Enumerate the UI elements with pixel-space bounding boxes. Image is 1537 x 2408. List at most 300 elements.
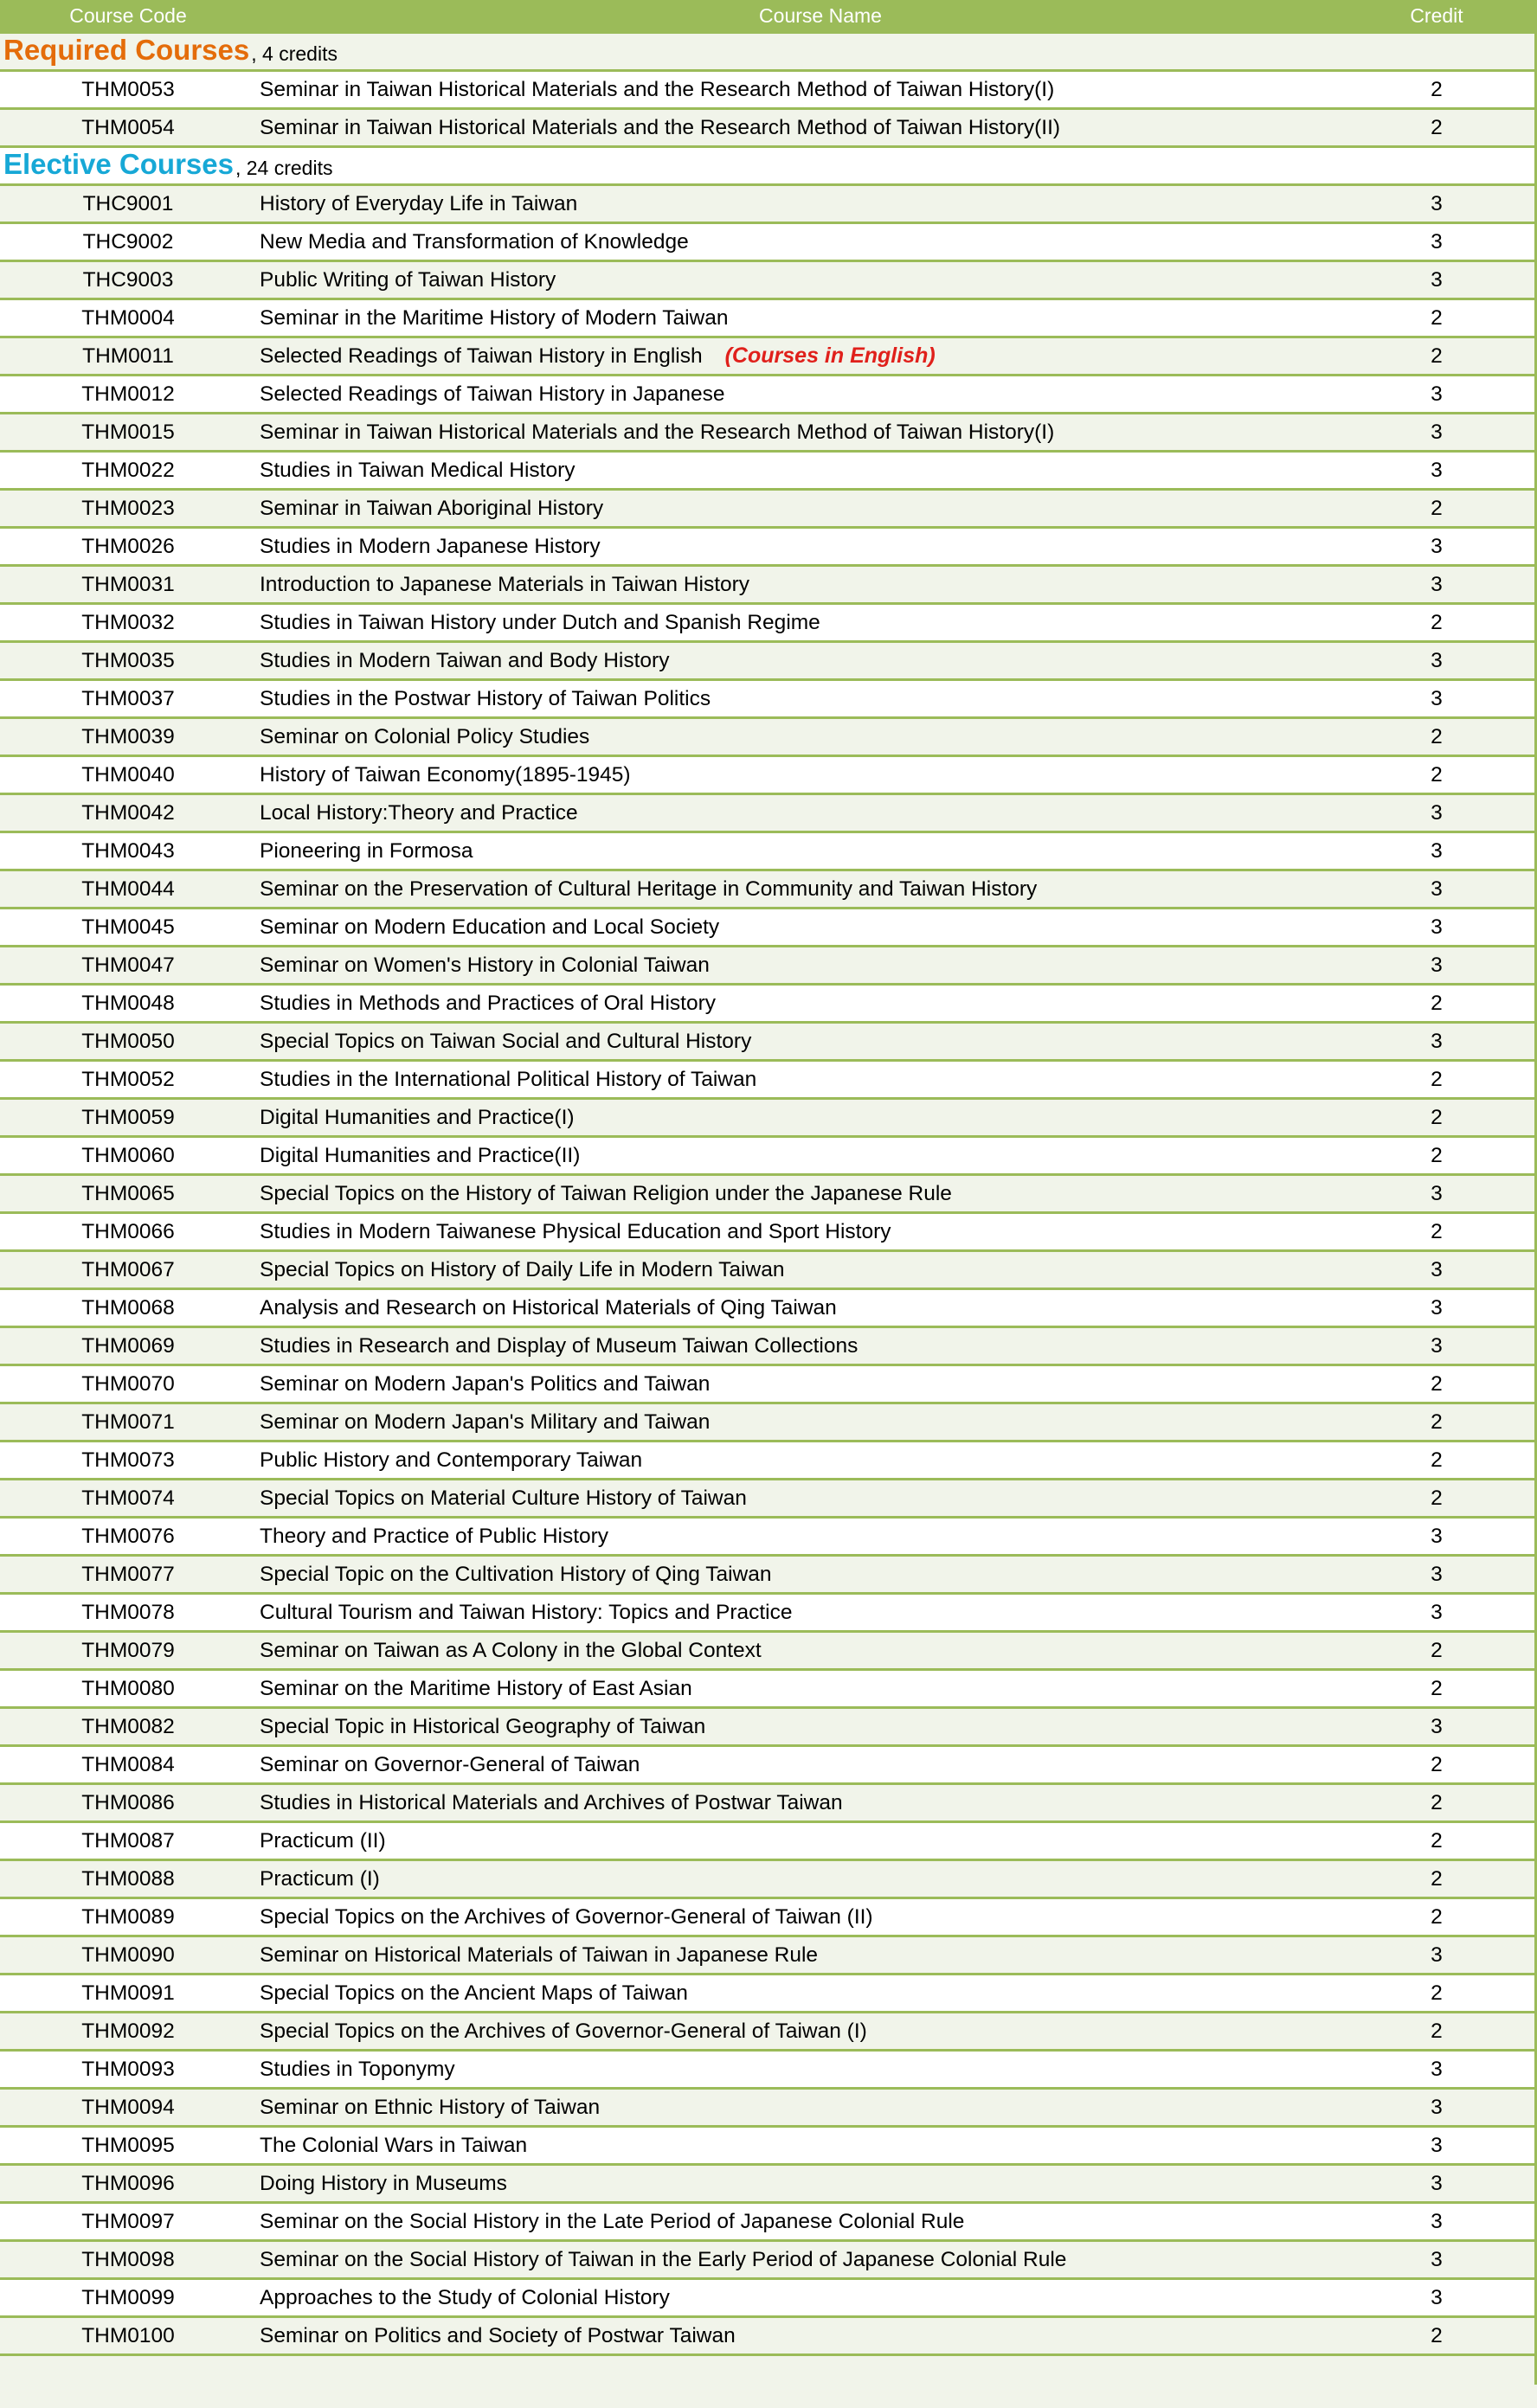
course-credit: 2 xyxy=(1431,496,1443,520)
course-name-cell xyxy=(256,839,1385,864)
course-name-cell xyxy=(256,1677,1385,1701)
course-code: THM0071 xyxy=(81,1409,175,1434)
table-row xyxy=(0,224,1537,262)
course-name: Seminar on Modern Japan's Politics and Taiwan xyxy=(260,1371,711,1396)
table-row xyxy=(0,2090,1537,2128)
course-name: Doing History in Museums xyxy=(260,2171,507,2195)
table-row xyxy=(0,1328,1537,1366)
course-credit: 3 xyxy=(1431,458,1443,482)
table-row xyxy=(0,605,1537,643)
course-name: Special Topics on the Archives of Governor-General of Taiwan (II) xyxy=(260,1904,873,1929)
course-name-cell xyxy=(256,497,1385,521)
required-section-title: Required Courses xyxy=(3,34,250,66)
table-header xyxy=(0,0,1537,34)
course-name-cell xyxy=(256,725,1385,749)
course-name: Introduction to Japanese Materials in Taiwan History xyxy=(260,572,750,596)
course-name: Seminar on Taiwan as A Colony in the Global Context xyxy=(260,1638,762,1662)
course-code: THM0093 xyxy=(81,2057,175,2081)
course-name-cell xyxy=(256,1525,1385,1549)
course-credit: 3 xyxy=(1431,534,1443,558)
course-name-cell xyxy=(256,2020,1385,2044)
course-credit: 3 xyxy=(1431,229,1443,254)
course-name-cell xyxy=(256,1829,1385,1853)
course-name-cell xyxy=(256,992,1385,1016)
course-credit: 3 xyxy=(1431,1295,1443,1320)
table-row xyxy=(0,338,1537,376)
elective-section-credits: , 24 credits xyxy=(235,157,333,179)
course-name-cell xyxy=(256,763,1385,787)
course-credit: 2 xyxy=(1431,1676,1443,1700)
course-code: THM0097 xyxy=(81,2209,175,2233)
course-credit: 2 xyxy=(1431,1409,1443,1434)
course-credit: 2 xyxy=(1431,1105,1443,1129)
course-name-cell xyxy=(256,382,1385,407)
course-credit: 2 xyxy=(1431,1219,1443,1243)
course-name-cell xyxy=(256,1106,1385,1130)
course-code: THM0066 xyxy=(81,1219,175,1243)
table-row xyxy=(0,681,1537,719)
table-row xyxy=(0,643,1537,681)
course-name-cell xyxy=(256,344,1385,369)
table-row xyxy=(0,1024,1537,1062)
course-credit: 3 xyxy=(1431,267,1443,292)
course-code: THM0065 xyxy=(81,1181,175,1205)
course-credit: 2 xyxy=(1431,1828,1443,1853)
course-name: Special Topics on Taiwan Social and Cultural History xyxy=(260,1029,752,1053)
course-name: Special Topic in Historical Geography of Taiwan xyxy=(260,1714,706,1738)
course-credit: 2 xyxy=(1431,305,1443,330)
course-name-cell xyxy=(256,1981,1385,2006)
course-name: Seminar on the Social History in the Late Period of Japanese Colonial Rule xyxy=(260,2209,965,2233)
course-code: THM0099 xyxy=(81,2285,175,2309)
course-code: THM0011 xyxy=(82,344,174,368)
course-code: THM0067 xyxy=(81,1257,175,1281)
table-row xyxy=(0,1252,1537,1290)
course-name: Studies in Toponymy xyxy=(260,2057,455,2081)
table-row xyxy=(0,1975,1537,2013)
course-credit: 3 xyxy=(1431,1562,1443,1586)
course-code: THM0088 xyxy=(81,1866,175,1891)
course-name: Seminar on Colonial Policy Studies xyxy=(260,724,590,748)
course-name: Cultural Tourism and Taiwan History: Topics and Practice xyxy=(260,1600,793,1624)
header-course-code: Course Code xyxy=(69,3,187,27)
course-code: THM0031 xyxy=(81,572,175,596)
table-row xyxy=(0,2013,1537,2052)
course-code: THM0037 xyxy=(81,686,175,710)
course-credit: 2 xyxy=(1431,1866,1443,1891)
course-name: Studies in Modern Taiwan and Body History xyxy=(260,648,670,672)
course-credit: 3 xyxy=(1431,2247,1443,2271)
table-row xyxy=(0,186,1537,224)
table-row xyxy=(0,1366,1537,1404)
course-credit: 2 xyxy=(1431,1904,1443,1929)
course-name: Seminar on Women's History in Colonial Taiwan xyxy=(260,953,710,977)
course-code: THM0078 xyxy=(81,1600,175,1624)
table-row xyxy=(0,1709,1537,1747)
course-name-cell xyxy=(256,116,1385,140)
course-code: THM0089 xyxy=(81,1904,175,1929)
course-name-cell xyxy=(256,1258,1385,1282)
elective-section-title: Elective Courses xyxy=(3,148,234,180)
course-credit: 2 xyxy=(1431,1981,1443,2005)
course-name-cell xyxy=(256,306,1385,331)
course-code: THM0098 xyxy=(81,2247,175,2271)
course-name-cell xyxy=(256,1334,1385,1358)
course-name: Seminar on Governor-General of Taiwan xyxy=(260,1752,640,1776)
course-code: THM0082 xyxy=(81,1714,175,1738)
table-row xyxy=(0,1100,1537,1138)
table-row xyxy=(0,2204,1537,2242)
course-name-cell xyxy=(256,687,1385,711)
course-name: Seminar in the Maritime History of Modern Taiwan xyxy=(260,305,729,330)
course-credit: 3 xyxy=(1431,915,1443,939)
table-row xyxy=(0,719,1537,757)
course-code: THC9002 xyxy=(82,229,174,254)
course-code: THM0045 xyxy=(81,915,175,939)
course-code: THM0087 xyxy=(81,1828,175,1853)
table-row xyxy=(0,1595,1537,1633)
course-code: THC9001 xyxy=(82,191,174,215)
elective-section-header xyxy=(0,148,1537,186)
course-credit: 3 xyxy=(1431,686,1443,710)
course-credit: 2 xyxy=(1431,1790,1443,1814)
course-note: (Courses in English) xyxy=(724,344,936,368)
course-code: THM0091 xyxy=(81,1981,175,2005)
course-name: Studies in Research and Display of Museum Taiwan Collections xyxy=(260,1333,859,1358)
course-code: THM0022 xyxy=(81,458,175,482)
table-row xyxy=(0,1633,1537,1671)
table-row xyxy=(0,1823,1537,1861)
course-code: THM0086 xyxy=(81,1790,175,1814)
course-name-cell xyxy=(256,459,1385,483)
course-code: THM0050 xyxy=(81,1029,175,1053)
course-name: Local History:Theory and Practice xyxy=(260,800,578,825)
course-credit: 3 xyxy=(1431,191,1443,215)
course-name: Seminar on Ethnic History of Taiwan xyxy=(260,2095,601,2119)
table-tail xyxy=(0,2356,1537,2408)
course-credit: 2 xyxy=(1431,1448,1443,1472)
course-credit: 2 xyxy=(1431,1752,1443,1776)
course-name: Practicum (II) xyxy=(260,1828,386,1853)
table-row xyxy=(0,1937,1537,1975)
table-row xyxy=(0,871,1537,909)
course-name-cell xyxy=(256,1943,1385,1968)
table-row xyxy=(0,2242,1537,2280)
course-code: THM0084 xyxy=(81,1752,175,1776)
required-course-list xyxy=(0,72,1537,148)
course-name: Studies in Historical Materials and Archives of Postwar Taiwan xyxy=(260,1790,843,1814)
table-row xyxy=(0,833,1537,871)
course-credit: 2 xyxy=(1431,115,1443,139)
course-name-cell xyxy=(256,1715,1385,1739)
course-code: THM0068 xyxy=(81,1295,175,1320)
course-credit: 3 xyxy=(1431,1181,1443,1205)
course-code: THM0023 xyxy=(81,496,175,520)
table-row xyxy=(0,1062,1537,1100)
course-name-cell xyxy=(256,877,1385,902)
course-name: Seminar on Modern Japan's Military and Taiwan xyxy=(260,1409,711,1434)
course-credit: 2 xyxy=(1431,344,1443,368)
course-name-cell xyxy=(256,2058,1385,2082)
course-code: THM0096 xyxy=(81,2171,175,2195)
table-row xyxy=(0,2128,1537,2166)
course-name: Studies in the Postwar History of Taiwan Politics xyxy=(260,686,711,710)
course-credit: 3 xyxy=(1431,648,1443,672)
course-credit: 3 xyxy=(1431,382,1443,406)
course-name-cell xyxy=(256,192,1385,216)
course-code: THM0079 xyxy=(81,1638,175,1662)
course-code: THM0026 xyxy=(81,534,175,558)
table-row xyxy=(0,795,1537,833)
table-row xyxy=(0,1404,1537,1442)
course-code: THM0059 xyxy=(81,1105,175,1129)
table-row xyxy=(0,1480,1537,1519)
course-name-cell xyxy=(256,2096,1385,2120)
course-code: THM0060 xyxy=(81,1143,175,1167)
course-name: History of Everyday Life in Taiwan xyxy=(260,191,578,215)
course-name: Seminar on the Maritime History of East Asian xyxy=(260,1676,692,1700)
course-code: THM0073 xyxy=(81,1448,175,1472)
course-code: THM0012 xyxy=(81,382,175,406)
course-code: THM0070 xyxy=(81,1371,175,1396)
course-code: THM0094 xyxy=(81,2095,175,2119)
course-name: Special Topic on the Cultivation History of Qing Taiwan xyxy=(260,1562,772,1586)
course-name-cell xyxy=(256,573,1385,597)
table-row xyxy=(0,2318,1537,2356)
course-name: Digital Humanities and Practice(I) xyxy=(260,1105,575,1129)
table-row xyxy=(0,110,1537,148)
course-code: THM0074 xyxy=(81,1486,175,1510)
course-name-cell xyxy=(256,1639,1385,1663)
course-name-cell xyxy=(256,230,1385,254)
course-name: Seminar on Historical Materials of Taiwan in Japanese Rule xyxy=(260,1942,819,1967)
table-row xyxy=(0,1747,1537,1785)
course-credit: 3 xyxy=(1431,800,1443,825)
course-name-cell xyxy=(256,1448,1385,1473)
course-code: THM0053 xyxy=(81,77,175,101)
required-section-header xyxy=(0,34,1537,72)
table-row xyxy=(0,1214,1537,1252)
table-row xyxy=(0,1290,1537,1328)
course-name: Studies in the International Political History of Taiwan xyxy=(260,1067,757,1091)
table-row xyxy=(0,909,1537,947)
course-name-cell xyxy=(256,1220,1385,1244)
course-name-cell xyxy=(256,1487,1385,1511)
table-row xyxy=(0,757,1537,795)
course-credit: 2 xyxy=(1431,1067,1443,1091)
course-name: Selected Readings of Taiwan History in English xyxy=(260,344,703,368)
header-credit: Credit xyxy=(1410,3,1463,27)
table-row xyxy=(0,1176,1537,1214)
table-row xyxy=(0,1519,1537,1557)
table-row xyxy=(0,1442,1537,1480)
course-credit: 3 xyxy=(1431,838,1443,863)
course-name: Selected Readings of Taiwan History in Japanese xyxy=(260,382,725,406)
course-name: Studies in Methods and Practices of Oral History xyxy=(260,991,716,1015)
course-credit: 2 xyxy=(1431,724,1443,748)
course-name-cell xyxy=(256,2324,1385,2348)
course-name-cell xyxy=(256,2248,1385,2272)
course-name: Theory and Practice of Public History xyxy=(260,1524,609,1548)
course-name: Pioneering in Formosa xyxy=(260,838,473,863)
course-credit: 3 xyxy=(1431,1524,1443,1548)
course-code: THM0100 xyxy=(81,2323,175,2347)
course-name: Studies in Modern Taiwanese Physical Education and Sport History xyxy=(260,1219,891,1243)
course-name-cell xyxy=(256,1563,1385,1587)
course-name: Seminar on the Preservation of Cultural Heritage in Community and Taiwan History xyxy=(260,877,1038,901)
course-name-cell xyxy=(256,1791,1385,1815)
course-credit: 3 xyxy=(1431,1029,1443,1053)
table-row xyxy=(0,453,1537,491)
course-code: THM0043 xyxy=(81,838,175,863)
course-name: Special Topics on the History of Taiwan Religion under the Japanese Rule xyxy=(260,1181,952,1205)
course-credit: 3 xyxy=(1431,953,1443,977)
course-credit: 3 xyxy=(1431,2057,1443,2081)
course-credit: 3 xyxy=(1431,2133,1443,2157)
course-name-cell xyxy=(256,2172,1385,2196)
course-name-cell xyxy=(256,1601,1385,1625)
course-code: THM0077 xyxy=(81,1562,175,1586)
course-code: THM0076 xyxy=(81,1524,175,1548)
required-section-credits: , 4 credits xyxy=(251,42,338,65)
course-name-cell xyxy=(256,1753,1385,1777)
course-code: THM0035 xyxy=(81,648,175,672)
course-name-cell xyxy=(256,78,1385,102)
course-name-cell xyxy=(256,1182,1385,1206)
course-code: THM0042 xyxy=(81,800,175,825)
course-name: Analysis and Research on Historical Materials of Qing Taiwan xyxy=(260,1295,837,1320)
table-row xyxy=(0,72,1537,110)
course-credit: 3 xyxy=(1431,1942,1443,1967)
course-name: Studies in Taiwan History under Dutch and Spanish Regime xyxy=(260,610,820,634)
course-name: Special Topics on Material Culture History of Taiwan xyxy=(260,1486,747,1510)
table-row xyxy=(0,300,1537,338)
course-code: THM0048 xyxy=(81,991,175,1015)
course-credit: 3 xyxy=(1431,1257,1443,1281)
course-name: New Media and Transformation of Knowledge xyxy=(260,229,689,254)
course-name-cell xyxy=(256,1144,1385,1168)
course-name: The Colonial Wars in Taiwan xyxy=(260,2133,528,2157)
course-credit: 2 xyxy=(1431,1143,1443,1167)
course-name: Practicum (I) xyxy=(260,1866,380,1891)
elective-course-list xyxy=(0,186,1537,2356)
course-name: Special Topics on History of Daily Life in Modern Taiwan xyxy=(260,1257,785,1281)
course-name: Seminar on Modern Education and Local Society xyxy=(260,915,720,939)
table-row xyxy=(0,414,1537,453)
table-row xyxy=(0,2166,1537,2204)
course-name: Seminar on Politics and Society of Postwar Taiwan xyxy=(260,2323,736,2347)
course-credit: 3 xyxy=(1431,1333,1443,1358)
course-credit: 2 xyxy=(1431,77,1443,101)
course-name-cell xyxy=(256,2286,1385,2310)
course-credit: 2 xyxy=(1431,991,1443,1015)
course-credit: 3 xyxy=(1431,572,1443,596)
course-code: THM0054 xyxy=(81,115,175,139)
table-row xyxy=(0,491,1537,529)
course-code: THC9003 xyxy=(82,267,174,292)
course-name-cell xyxy=(256,421,1385,445)
table-row xyxy=(0,1785,1537,1823)
course-credit: 3 xyxy=(1431,2171,1443,2195)
course-code: THM0080 xyxy=(81,1676,175,1700)
header-course-name: Course Name xyxy=(759,3,882,27)
course-name: Public History and Contemporary Taiwan xyxy=(260,1448,643,1472)
course-credit: 3 xyxy=(1431,877,1443,901)
course-code: THM0090 xyxy=(81,1942,175,1967)
course-code: THM0052 xyxy=(81,1067,175,1091)
table-row xyxy=(0,986,1537,1024)
course-name: Seminar in Taiwan Historical Materials and the Research Method of Taiwan History(I) xyxy=(260,77,1055,101)
course-name: Seminar in Taiwan Aboriginal History xyxy=(260,496,604,520)
table-row xyxy=(0,376,1537,414)
course-code: THM0032 xyxy=(81,610,175,634)
course-name: Special Topics on the Ancient Maps of Taiwan xyxy=(260,1981,688,2005)
course-name-cell xyxy=(256,649,1385,673)
course-name-cell xyxy=(256,1372,1385,1397)
course-name-cell xyxy=(256,915,1385,940)
course-credit: 3 xyxy=(1431,2095,1443,2119)
course-name-cell xyxy=(256,1030,1385,1054)
table-row xyxy=(0,947,1537,986)
course-credit: 3 xyxy=(1431,420,1443,444)
table-row xyxy=(0,529,1537,567)
course-code: THM0015 xyxy=(81,420,175,444)
table-row xyxy=(0,1861,1537,1899)
course-name-cell xyxy=(256,535,1385,559)
course-name-cell xyxy=(256,954,1385,978)
course-name-cell xyxy=(256,2210,1385,2234)
course-name: Seminar in Taiwan Historical Materials and the Research Method of Taiwan History(II) xyxy=(260,115,1061,139)
table-row xyxy=(0,262,1537,300)
table-row xyxy=(0,1671,1537,1709)
course-name: Studies in Taiwan Medical History xyxy=(260,458,576,482)
course-code: THM0069 xyxy=(81,1333,175,1358)
course-name-cell xyxy=(256,1905,1385,1930)
course-credit: 3 xyxy=(1431,2285,1443,2309)
course-name-cell xyxy=(256,1296,1385,1320)
course-credit: 2 xyxy=(1431,2323,1443,2347)
course-name: Studies in Modern Japanese History xyxy=(260,534,601,558)
course-credit: 2 xyxy=(1431,610,1443,634)
course-credit: 2 xyxy=(1431,762,1443,787)
course-name-cell xyxy=(256,1410,1385,1435)
table-row xyxy=(0,1899,1537,1937)
course-code: THM0095 xyxy=(81,2133,175,2157)
course-code: THM0004 xyxy=(81,305,175,330)
course-code: THM0039 xyxy=(81,724,175,748)
course-code: THM0044 xyxy=(81,877,175,901)
course-name-cell xyxy=(256,1867,1385,1891)
table-row xyxy=(0,2052,1537,2090)
course-name: Digital Humanities and Practice(II) xyxy=(260,1143,581,1167)
course-credit: 2 xyxy=(1431,1486,1443,1510)
course-credit: 3 xyxy=(1431,1714,1443,1738)
course-credit: 2 xyxy=(1431,1638,1443,1662)
course-name: Approaches to the Study of Colonial History xyxy=(260,2285,670,2309)
course-name-cell xyxy=(256,268,1385,292)
course-name-cell xyxy=(256,611,1385,635)
course-credit: 2 xyxy=(1431,2019,1443,2043)
table-row xyxy=(0,1557,1537,1595)
course-credit: 2 xyxy=(1431,1371,1443,1396)
table-row xyxy=(0,2280,1537,2318)
course-code: THM0040 xyxy=(81,762,175,787)
course-name: Seminar on the Social History of Taiwan in the Early Period of Japanese Colonial Rule xyxy=(260,2247,1067,2271)
course-code: THM0092 xyxy=(81,2019,175,2043)
course-name: History of Taiwan Economy(1895-1945) xyxy=(260,762,631,787)
table-row xyxy=(0,567,1537,605)
course-name-cell xyxy=(256,2134,1385,2158)
